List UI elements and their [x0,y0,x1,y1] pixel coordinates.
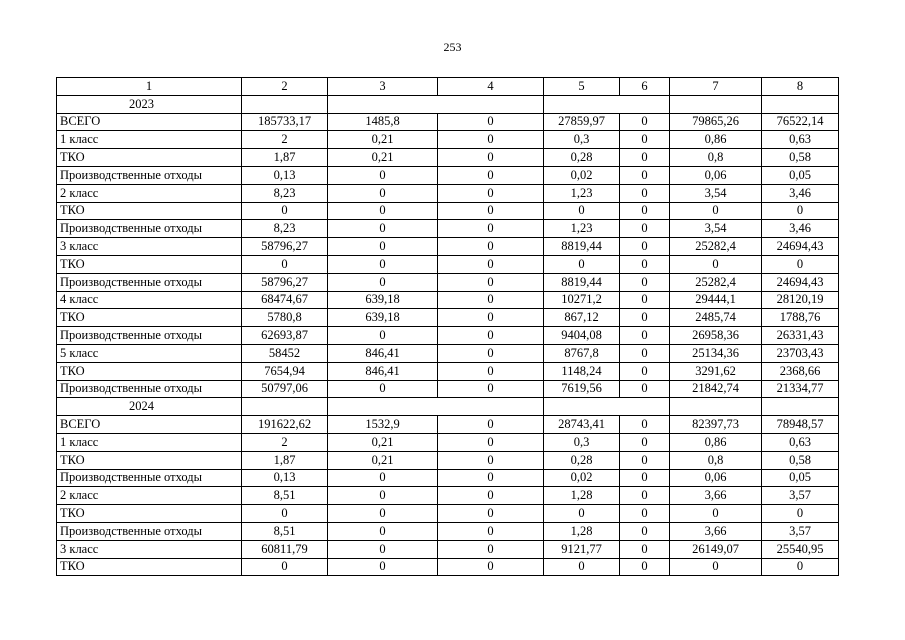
row-label: ТКО [57,505,242,523]
table-cell: 0,21 [328,451,438,469]
table-cell: 0 [620,540,670,558]
table-cell: 0,58 [762,451,839,469]
table-cell: 3,57 [762,487,839,505]
table-cell: 0 [438,344,544,362]
table-cell: 0 [620,220,670,238]
table-cell: 26958,36 [670,327,762,345]
row-label: Производственные отходы [57,522,242,540]
table-cell: 0,05 [762,166,839,184]
table-row [57,451,839,469]
row-label: 1 класс [57,433,242,451]
table-cell: 0 [328,380,438,398]
table-cell: 0 [438,487,544,505]
table-cell: 0 [438,505,544,523]
table-cell: 0 [328,273,438,291]
table-cell: 0 [328,469,438,487]
table-cell: 27859,97 [544,113,620,131]
table-cell: 0 [670,255,762,273]
table-cell: 0 [620,469,670,487]
table-cell: 1485,8 [328,113,438,131]
table-cell: 0 [438,273,544,291]
table-cell: 1,28 [544,522,620,540]
table-cell: 0 [438,451,544,469]
table-cell: 0 [620,380,670,398]
table-cell: 0,28 [544,451,620,469]
table-cell: 0 [544,505,620,523]
table-cell: 7654,94 [242,362,328,380]
table-cell: 0 [620,184,670,202]
table-cell: 0 [620,362,670,380]
table-row [57,327,839,345]
table-cell: 0,86 [670,131,762,149]
table-cell: 0 [438,309,544,327]
table-cell: 8,51 [242,522,328,540]
empty-cell [242,398,328,416]
table-cell: 8,23 [242,184,328,202]
table-cell: 0 [328,202,438,220]
table-cell: 0,63 [762,131,839,149]
table-cell: 846,41 [328,362,438,380]
table-cell: 0,63 [762,433,839,451]
table-cell: 0 [328,540,438,558]
table-cell: 78948,57 [762,416,839,434]
column-header-1: 1 [57,78,242,96]
table-cell: 1,23 [544,184,620,202]
table-cell: 0,21 [328,433,438,451]
row-label: 4 класс [57,291,242,309]
table-row [57,344,839,362]
table-cell: 58796,27 [242,238,328,256]
table-row [57,433,839,451]
table-cell: 0 [438,184,544,202]
table-cell: 21842,74 [670,380,762,398]
row-label: Производственные отходы [57,327,242,345]
empty-cell [544,95,670,113]
table-cell: 0 [620,238,670,256]
empty-cell [762,398,839,416]
table-row [57,522,839,540]
table-row [57,291,839,309]
table-cell: 0,28 [544,149,620,167]
table-cell: 3,46 [762,220,839,238]
table-cell: 191622,62 [242,416,328,434]
table-cell: 0 [242,505,328,523]
table-cell: 0 [762,255,839,273]
table-cell: 0 [328,220,438,238]
column-header-6: 6 [620,78,670,96]
page-number: 253 [443,40,462,54]
table-cell: 0 [328,255,438,273]
table-cell: 1,87 [242,451,328,469]
table-cell: 0 [620,131,670,149]
table-cell: 0 [242,255,328,273]
table-cell: 0 [328,558,438,576]
table-cell: 24694,43 [762,273,839,291]
table-cell: 9404,08 [544,327,620,345]
table-cell: 0 [328,166,438,184]
table-cell: 0,8 [670,451,762,469]
table-cell: 0 [438,380,544,398]
empty-cell [544,398,670,416]
row-label: ТКО [57,451,242,469]
row-label: ВСЕГО [57,416,242,434]
table-row [57,380,839,398]
table-cell: 0 [438,238,544,256]
column-header-2: 2 [242,78,328,96]
table-cell: 3,54 [670,220,762,238]
row-label: ТКО [57,149,242,167]
table-cell: 0 [620,309,670,327]
data-table [56,77,839,576]
table-cell: 0,02 [544,469,620,487]
table-cell: 1532,9 [328,416,438,434]
table-row [57,149,839,167]
table-cell: 0,06 [670,469,762,487]
table-cell: 0 [242,558,328,576]
table-cell: 0 [620,433,670,451]
table-cell: 0 [438,166,544,184]
table-cell: 26149,07 [670,540,762,558]
table-cell: 8767,8 [544,344,620,362]
table-cell: 0 [620,505,670,523]
table-cell: 0,3 [544,131,620,149]
row-label: 3 класс [57,238,242,256]
table-cell: 1,87 [242,149,328,167]
table-cell: 0 [328,487,438,505]
table-cell: 0 [438,113,544,131]
table-cell: 10271,2 [544,291,620,309]
year-label: 2023 [57,95,242,113]
table-row [57,166,839,184]
table-cell: 0 [438,327,544,345]
table-cell: 2368,66 [762,362,839,380]
empty-cell [762,95,839,113]
table-cell: 3,57 [762,522,839,540]
table-cell: 639,18 [328,291,438,309]
table-row [57,131,839,149]
table-row [57,202,839,220]
table-cell: 8,51 [242,487,328,505]
column-header-4: 4 [438,78,544,96]
table-cell: 50797,06 [242,380,328,398]
table-row [57,220,839,238]
table-cell: 0 [544,202,620,220]
row-label: 1 класс [57,131,242,149]
table-cell: 0 [620,416,670,434]
table-cell: 24694,43 [762,238,839,256]
table-cell: 0 [328,327,438,345]
table-cell: 3,54 [670,184,762,202]
row-label: ТКО [57,558,242,576]
row-label: ТКО [57,255,242,273]
table-cell: 0 [438,255,544,273]
table-row [57,184,839,202]
row-label: 2 класс [57,487,242,505]
row-label: Производственные отходы [57,273,242,291]
table-cell: 0 [438,291,544,309]
empty-cell [328,398,544,416]
table-cell: 0 [620,344,670,362]
table-body [57,78,839,576]
table-cell: 0 [328,238,438,256]
table-row [57,469,839,487]
table-cell: 0 [762,505,839,523]
year-label: 2024 [57,398,242,416]
table-cell: 26331,43 [762,327,839,345]
table-cell: 639,18 [328,309,438,327]
table-cell: 58452 [242,344,328,362]
table-cell: 0 [438,522,544,540]
table-cell: 0,8 [670,149,762,167]
table-row [57,505,839,523]
empty-cell [328,95,544,113]
table-cell: 3,66 [670,487,762,505]
table-cell: 21334,77 [762,380,839,398]
table-cell: 0 [438,131,544,149]
table-cell: 0 [438,540,544,558]
row-label: ТКО [57,309,242,327]
table-cell: 8,23 [242,220,328,238]
table-cell: 3291,62 [670,362,762,380]
table-cell: 0 [670,505,762,523]
table-cell: 0 [544,558,620,576]
table-cell: 0 [438,149,544,167]
table-cell: 0 [328,505,438,523]
year-row [57,398,839,416]
row-label: Производственные отходы [57,220,242,238]
table-cell: 0 [438,469,544,487]
table-cell: 0,3 [544,433,620,451]
table-cell: 0 [328,522,438,540]
table-cell: 9121,77 [544,540,620,558]
column-header-7: 7 [670,78,762,96]
table-row [57,238,839,256]
table-cell: 0 [620,522,670,540]
table-cell: 25282,4 [670,273,762,291]
table-cell: 8819,44 [544,238,620,256]
table-row [57,540,839,558]
table-cell: 3,46 [762,184,839,202]
table-cell: 1148,24 [544,362,620,380]
year-row [57,95,839,113]
table-cell: 0 [544,255,620,273]
row-label: Производственные отходы [57,166,242,184]
header-row [57,78,839,96]
table-cell: 0 [762,558,839,576]
table-row [57,487,839,505]
table-cell: 0 [620,451,670,469]
table-cell: 0 [620,202,670,220]
table-cell: 0 [620,255,670,273]
table-cell: 0,21 [328,149,438,167]
table-cell: 0,86 [670,433,762,451]
table-row [57,416,839,434]
table-cell: 0 [620,273,670,291]
table-cell: 0,02 [544,166,620,184]
table-cell: 68474,67 [242,291,328,309]
table-row [57,255,839,273]
table-cell: 0,58 [762,149,839,167]
table-cell: 0 [620,113,670,131]
table-cell: 7619,56 [544,380,620,398]
table-cell: 25282,4 [670,238,762,256]
table-cell: 28120,19 [762,291,839,309]
table-cell: 0,06 [670,166,762,184]
row-label: Производственные отходы [57,380,242,398]
table-row [57,273,839,291]
empty-cell [670,95,762,113]
table-cell: 0 [438,558,544,576]
table-cell: 79865,26 [670,113,762,131]
table-cell: 0 [620,558,670,576]
table-cell: 82397,73 [670,416,762,434]
table-cell: 1,28 [544,487,620,505]
table-cell: 0 [328,184,438,202]
table-cell: 846,41 [328,344,438,362]
table-cell: 0,13 [242,166,328,184]
table-cell: 0 [620,487,670,505]
table-cell: 0 [762,202,839,220]
table-cell: 0,21 [328,131,438,149]
table-cell: 25540,95 [762,540,839,558]
row-label: ТКО [57,202,242,220]
row-label: 2 класс [57,184,242,202]
empty-cell [670,398,762,416]
table-cell: 58796,27 [242,273,328,291]
table-cell: 867,12 [544,309,620,327]
table-cell: 0 [438,362,544,380]
table-cell: 1,23 [544,220,620,238]
table-cell: 3,66 [670,522,762,540]
table-cell: 29444,1 [670,291,762,309]
table-cell: 28743,41 [544,416,620,434]
table-row [57,362,839,380]
row-label: ВСЕГО [57,113,242,131]
table-cell: 23703,43 [762,344,839,362]
table-cell: 2 [242,433,328,451]
table-row [57,113,839,131]
table-cell: 0 [438,433,544,451]
table-cell: 1788,76 [762,309,839,327]
table-cell: 0 [620,327,670,345]
row-label: 5 класс [57,344,242,362]
table-cell: 0 [620,291,670,309]
column-header-3: 3 [328,78,438,96]
table-cell: 62693,87 [242,327,328,345]
table-cell: 2 [242,131,328,149]
empty-cell [242,95,328,113]
table-cell: 0 [438,202,544,220]
table-row [57,309,839,327]
table-cell: 0,13 [242,469,328,487]
table-row [57,558,839,576]
column-header-5: 5 [544,78,620,96]
table-cell: 8819,44 [544,273,620,291]
table-cell: 185733,17 [242,113,328,131]
table-cell: 0 [620,149,670,167]
table-cell: 0 [620,166,670,184]
table-cell: 76522,14 [762,113,839,131]
table-cell: 25134,36 [670,344,762,362]
row-label: ТКО [57,362,242,380]
table-cell: 0 [670,558,762,576]
table-cell: 0,05 [762,469,839,487]
table-cell: 0 [438,416,544,434]
table-cell: 0 [242,202,328,220]
table-cell: 2485,74 [670,309,762,327]
row-label: 3 класс [57,540,242,558]
table-cell: 0 [438,220,544,238]
table-cell: 5780,8 [242,309,328,327]
row-label: Производственные отходы [57,469,242,487]
table-cell: 0 [670,202,762,220]
table-cell: 60811,79 [242,540,328,558]
column-header-8: 8 [762,78,839,96]
